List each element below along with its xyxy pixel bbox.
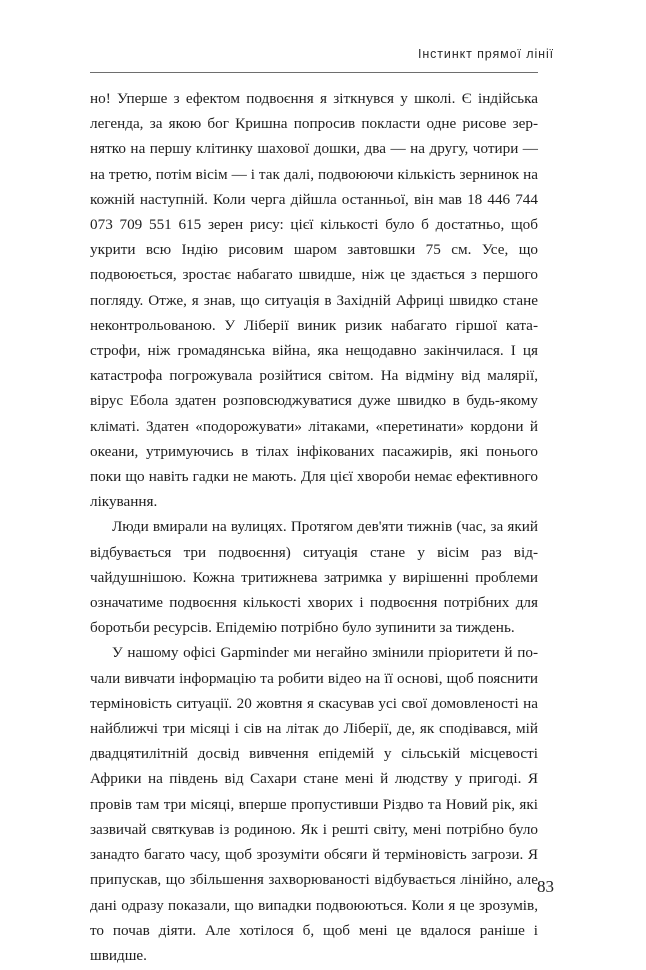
paragraph-continuation: но! Уперше з ефектом подвоєння я зіткнувся у школі. Є індійська легенда, за якою бог Кришна попросив покласти одне рисове зернятко на першу клітинку шахової дошки, два — на другу, чотири — на третю, потім вісім — і так далі, подвоюючи кількість зернинок на кожній наступній. Коли черга дійшла останньої, він мав 18 446 744 073 709 551 615 зерен рису: цієї кількості було б достатньо, щоб укрити всю Індію рисовим шаром завтовшки 75 см. Усе, що подвоюється, зростає набагато швидше, ніж це здається з першого погляду. Отже, я знав, що ситуація в Західній Африці швидко стане неконтрольованою. У Ліберії виник ризик набагато гіршої катастрофи, ніж громадянська війна, яка нещодавно закінчилася. І ця катастрофа погрожувала розійтися світом. На відміну від малярії, вірус Ебола здатен розповсюджуватися дуже швидко в будь-якому кліматі. Здатен «подорожувати» літаками, «перетинати» кордони й океани, утримуючись в тілах інфікованих пасажирів, які понього поки що навіть гадки не мають. Для цієї хвороби немає ефективного лікування. xyxy=(90,90,538,511)
page-number: 83 xyxy=(537,877,554,896)
paragraph: У нашому офісі Gapminder ми негайно змінили пріоритети й почали вивчати інформацію та робити відео на її основі, щоб пояснити терміновість ситуації. 20 жовтня я скасував усі свої домовленості на найближчі три місяці і сів на літак до Ліберії, де, як сподівався, мій двадцятилітній досвід вивчення епідемій у сільській місцевості Африки на південь від Сахари стане мені й людству у пригоді. Я провів там три місяці, вперше пропустивши Різдво та Новий рік, які зазвичай святкував із родиною. Як і решті світу, мені потрібно було занадто багато часу, щоб зрозуміти обсяги й терміновість загрози. Я припускав, що збільшення захворюваності відбувається лінійно, але дані одразу показали, що випадки подвоюються. Коли я це зрозумів, то почав діяти. Але хотілося б, щоб мені це вдалося раніше і швидше. xyxy=(90,644,538,964)
main-text xyxy=(90,86,538,968)
paragraph: Люди вмирали на вулицях. Протягом дев'яти тижнів (час, за який відбувається три подвоєння) ситуація стане у вісім раз відчайдушнішою. Кожна тритижнева затримка у вирішенні проблеми означатиме подвоєння кількості хворих і подвоєння потрібних для боротьби ресурсів. Епідемію потрібно було зупинити за тиждень. xyxy=(90,518,538,637)
running-header-title: Інстинкт прямої лінії xyxy=(417,47,554,61)
header-rule xyxy=(90,72,538,73)
